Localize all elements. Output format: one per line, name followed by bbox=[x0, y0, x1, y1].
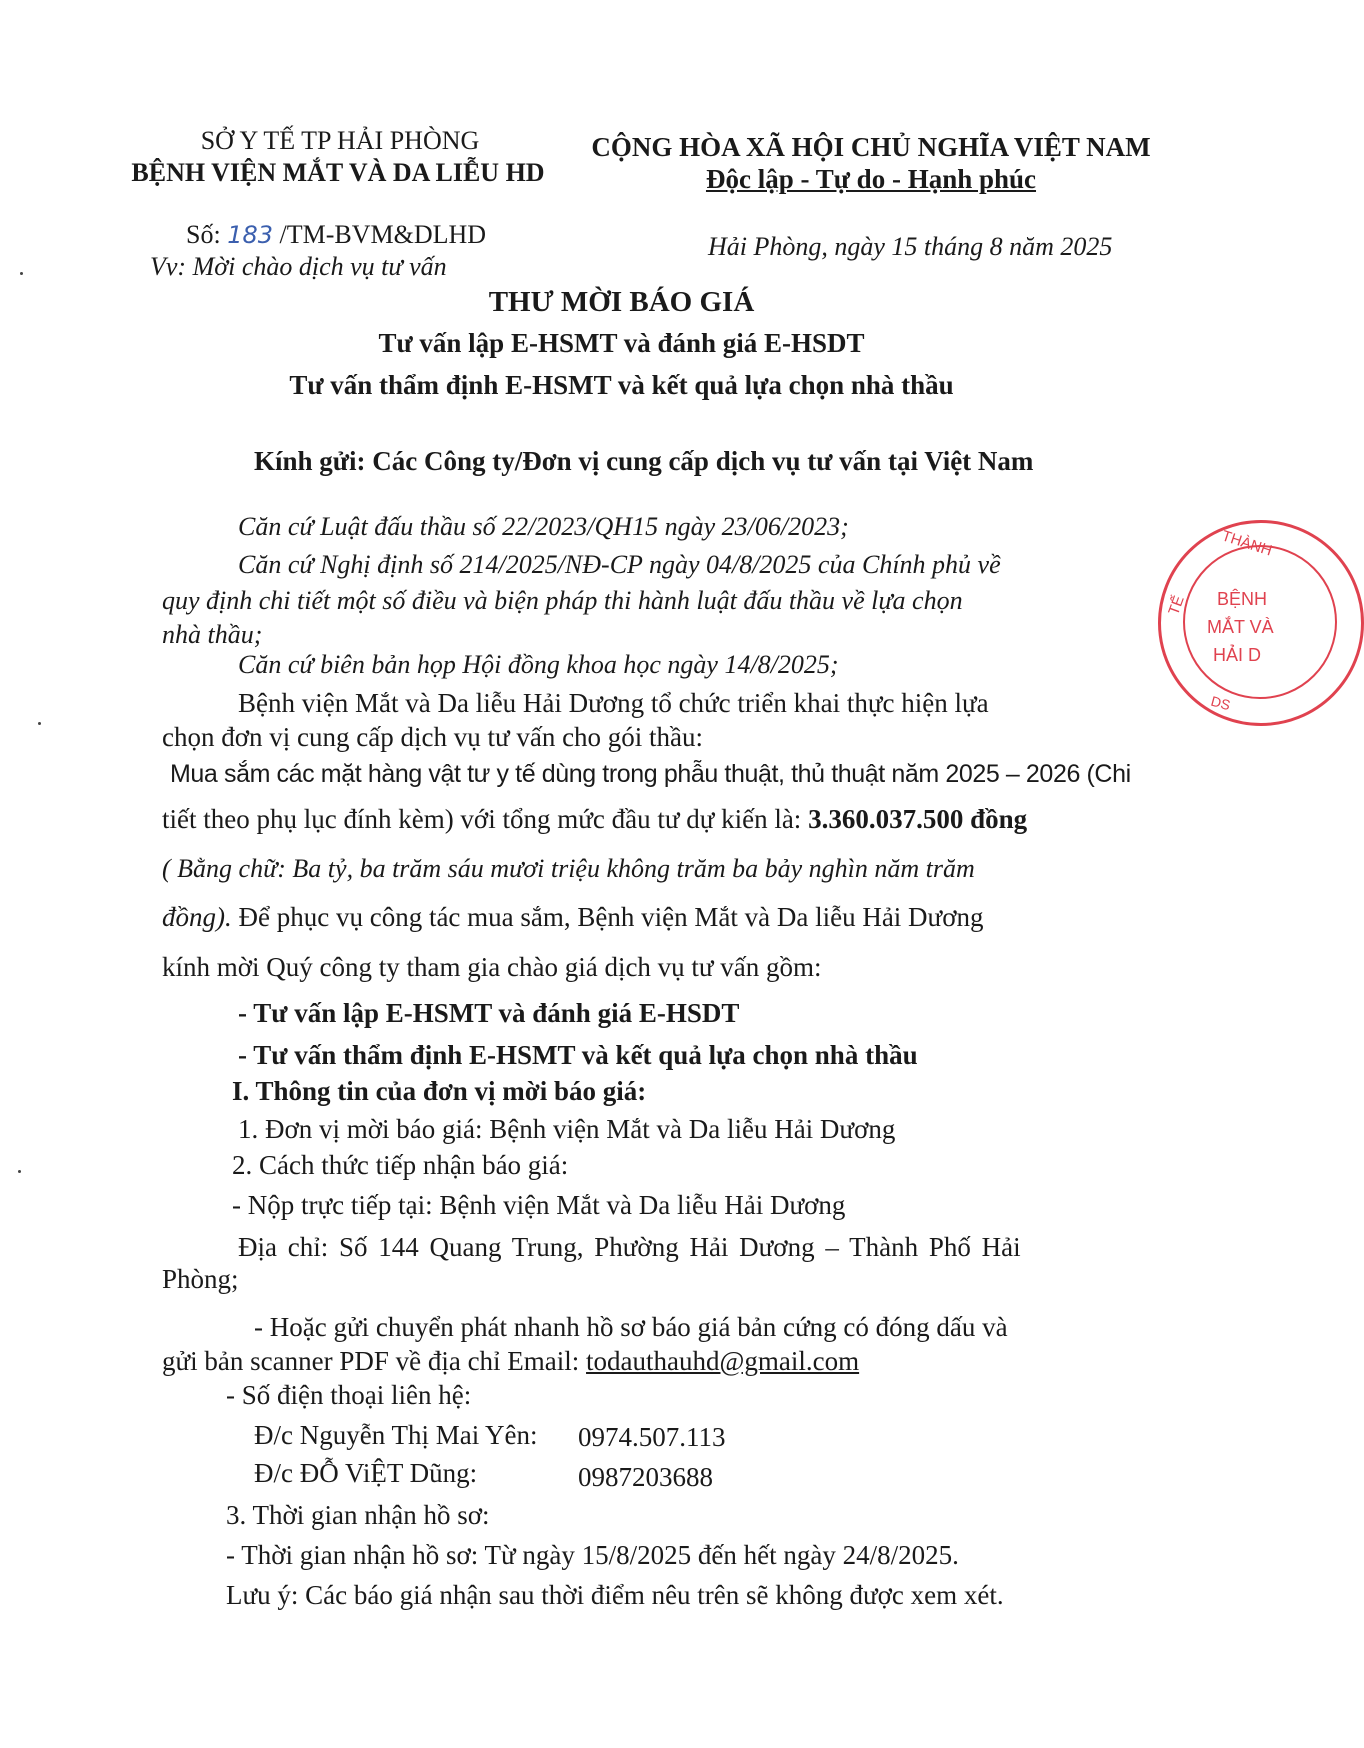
doc-number-handwritten: 183 bbox=[227, 221, 273, 249]
para2-line2-text: tiết theo phụ lục đính kèm) với tổng mức đầu tư dự kiến là: bbox=[162, 804, 809, 834]
stamp-text: HẢI D bbox=[1213, 645, 1262, 665]
section1-item3a: - Thời gian nhận hồ sơ: Từ ngày 15/8/2025 đến hết ngày 24/8/2025. bbox=[226, 1540, 959, 1570]
doc-title-line2: Tư vấn lập E-HSMT và đánh giá E-HSDT bbox=[378, 328, 865, 358]
section1-item2a: - Nộp trực tiếp tại: Bệnh viện Mắt và Da liễu Hải Dương bbox=[232, 1190, 846, 1220]
total-amount: 3.360.037.500 đồng bbox=[808, 804, 1028, 834]
stamp-text: THÀNH bbox=[1219, 527, 1275, 560]
section1-heading: I. Thông tin của đơn vị mời báo giá: bbox=[232, 1076, 647, 1106]
section1-item1: 1. Đơn vị mời báo giá: Bệnh viện Mắt và Da liễu Hải Dương bbox=[238, 1114, 896, 1144]
doc-number-prefix: Số: bbox=[186, 220, 221, 249]
contact2-phone: 0987203688 bbox=[578, 1462, 713, 1492]
place-date: Hải Phòng, ngày 15 tháng 8 năm 2025 bbox=[708, 232, 1113, 261]
section1-item2b-line2 bbox=[162, 1346, 859, 1377]
para1-line1: Bệnh viện Mắt và Da liễu Hải Dương tổ chức triển khai thực hiện lựa bbox=[238, 688, 989, 718]
org-line1: SỞ Y TẾ TP HẢI PHÒNG bbox=[200, 126, 480, 155]
nation-line2: Độc lập - Tự do - Hạnh phúc bbox=[705, 164, 1037, 194]
stamp-text: DS bbox=[1209, 692, 1233, 714]
phone-label: - Số điện thoại liên hệ: bbox=[226, 1380, 472, 1410]
para3-line1: ( Bằng chữ: Ba tỷ, ba trăm sáu mươi triệu không trăm ba bảy nghìn năm trăm bbox=[162, 854, 975, 883]
service-2: - Tư vấn thẩm định E-HSMT và kết quả lựa chọn nhà thầu bbox=[238, 1040, 918, 1070]
section1-item2b-line1: - Hoặc gửi chuyển phát nhanh hồ sơ báo giá bản cứng có đóng dấu và bbox=[254, 1312, 1008, 1342]
para3-line2-italic: đồng). bbox=[162, 902, 232, 932]
hospital-stamp bbox=[1158, 520, 1364, 726]
contact2-name: Đ/c ĐỖ ViỆT Dũng: bbox=[254, 1458, 478, 1488]
stamp-text: MẮT VÀ bbox=[1207, 617, 1274, 637]
para2-line1: Mua sắm các mặt hàng vật tư y tế dùng trong phẫu thuật, thủ thuật năm 2025 – 2026 (Chi bbox=[170, 760, 1131, 788]
para1-line2: chọn đơn vị cung cấp dịch vụ tư vấn cho gói thầu: bbox=[162, 722, 704, 752]
scan-speck bbox=[18, 1170, 21, 1173]
para3-line2-rest: Để phục vụ công tác mua sắm, Bệnh viện Mắt và Da liễu Hải Dương bbox=[231, 902, 984, 932]
basis-1: Căn cứ Luật đấu thầu số 22/2023/QH15 ngày 23/06/2023; bbox=[238, 512, 849, 541]
address-line2: Phòng; bbox=[162, 1264, 239, 1294]
address-line1: Địa chỉ: Số 144 Quang Trung, Phường Hải Dương – Thành Phố Hải bbox=[238, 1232, 1021, 1262]
doc-title-line3: Tư vấn thẩm định E-HSMT và kết quả lựa chọn nhà thầu bbox=[289, 370, 954, 400]
section1-item3: 3. Thời gian nhận hồ sơ: bbox=[226, 1500, 490, 1530]
nation-line1: CỘNG HÒA XÃ HỘI CHỦ NGHĨA VIỆT NAM bbox=[591, 132, 1151, 162]
scan-speck bbox=[20, 272, 23, 275]
para3-line2 bbox=[162, 902, 983, 933]
email-address[interactable]: todauthauhd@gmail.com bbox=[586, 1346, 860, 1376]
email-label: gửi bản scanner PDF về địa chỉ Email: bbox=[162, 1346, 587, 1376]
stamp-text: TẾ bbox=[1165, 593, 1188, 618]
doc-number-suffix: /TM-BVM&DLHD bbox=[279, 220, 487, 249]
contact1-name: Đ/c Nguyễn Thị Mai Yên: bbox=[254, 1420, 538, 1450]
service-1: - Tư vấn lập E-HSMT và đánh giá E-HSDT bbox=[238, 998, 740, 1028]
subject-line: Vv: Mời chào dịch vụ tư vấn bbox=[150, 252, 447, 281]
doc-title: THƯ MỜI BÁO GIÁ bbox=[488, 286, 755, 318]
basis-3: Căn cứ biên bản họp Hội đồng khoa học ngày 14/8/2025; bbox=[238, 650, 839, 679]
para3-line3: kính mời Quý công ty tham gia chào giá dịch vụ tư vấn gồm: bbox=[162, 952, 822, 982]
contact1-phone: 0974.507.113 bbox=[578, 1422, 726, 1452]
para2-line2 bbox=[162, 804, 1027, 835]
doc-number bbox=[186, 220, 486, 250]
section1-item2: 2. Cách thức tiếp nhận báo giá: bbox=[232, 1150, 569, 1180]
recipient-line: Kính gửi: Các Công ty/Đơn vị cung cấp dịch vụ tư vấn tại Việt Nam bbox=[254, 446, 1034, 476]
org-line2: BỆNH VIỆN MẮT VÀ DA LIỄU HD bbox=[131, 158, 545, 187]
basis-2-line1: Căn cứ Nghị định số 214/2025/NĐ-CP ngày 04/8/2025 của Chính phủ về bbox=[238, 550, 1001, 579]
note-line: Lưu ý: Các báo giá nhận sau thời điểm nêu trên sẽ không được xem xét. bbox=[226, 1580, 1004, 1610]
basis-2-line3: nhà thầu; bbox=[162, 620, 263, 649]
scan-speck bbox=[38, 722, 41, 725]
stamp-text: BỆNH bbox=[1217, 589, 1268, 609]
basis-2-line2: quy định chi tiết một số điều và biện pháp thi hành luật đấu thầu về lựa chọn bbox=[162, 586, 963, 615]
